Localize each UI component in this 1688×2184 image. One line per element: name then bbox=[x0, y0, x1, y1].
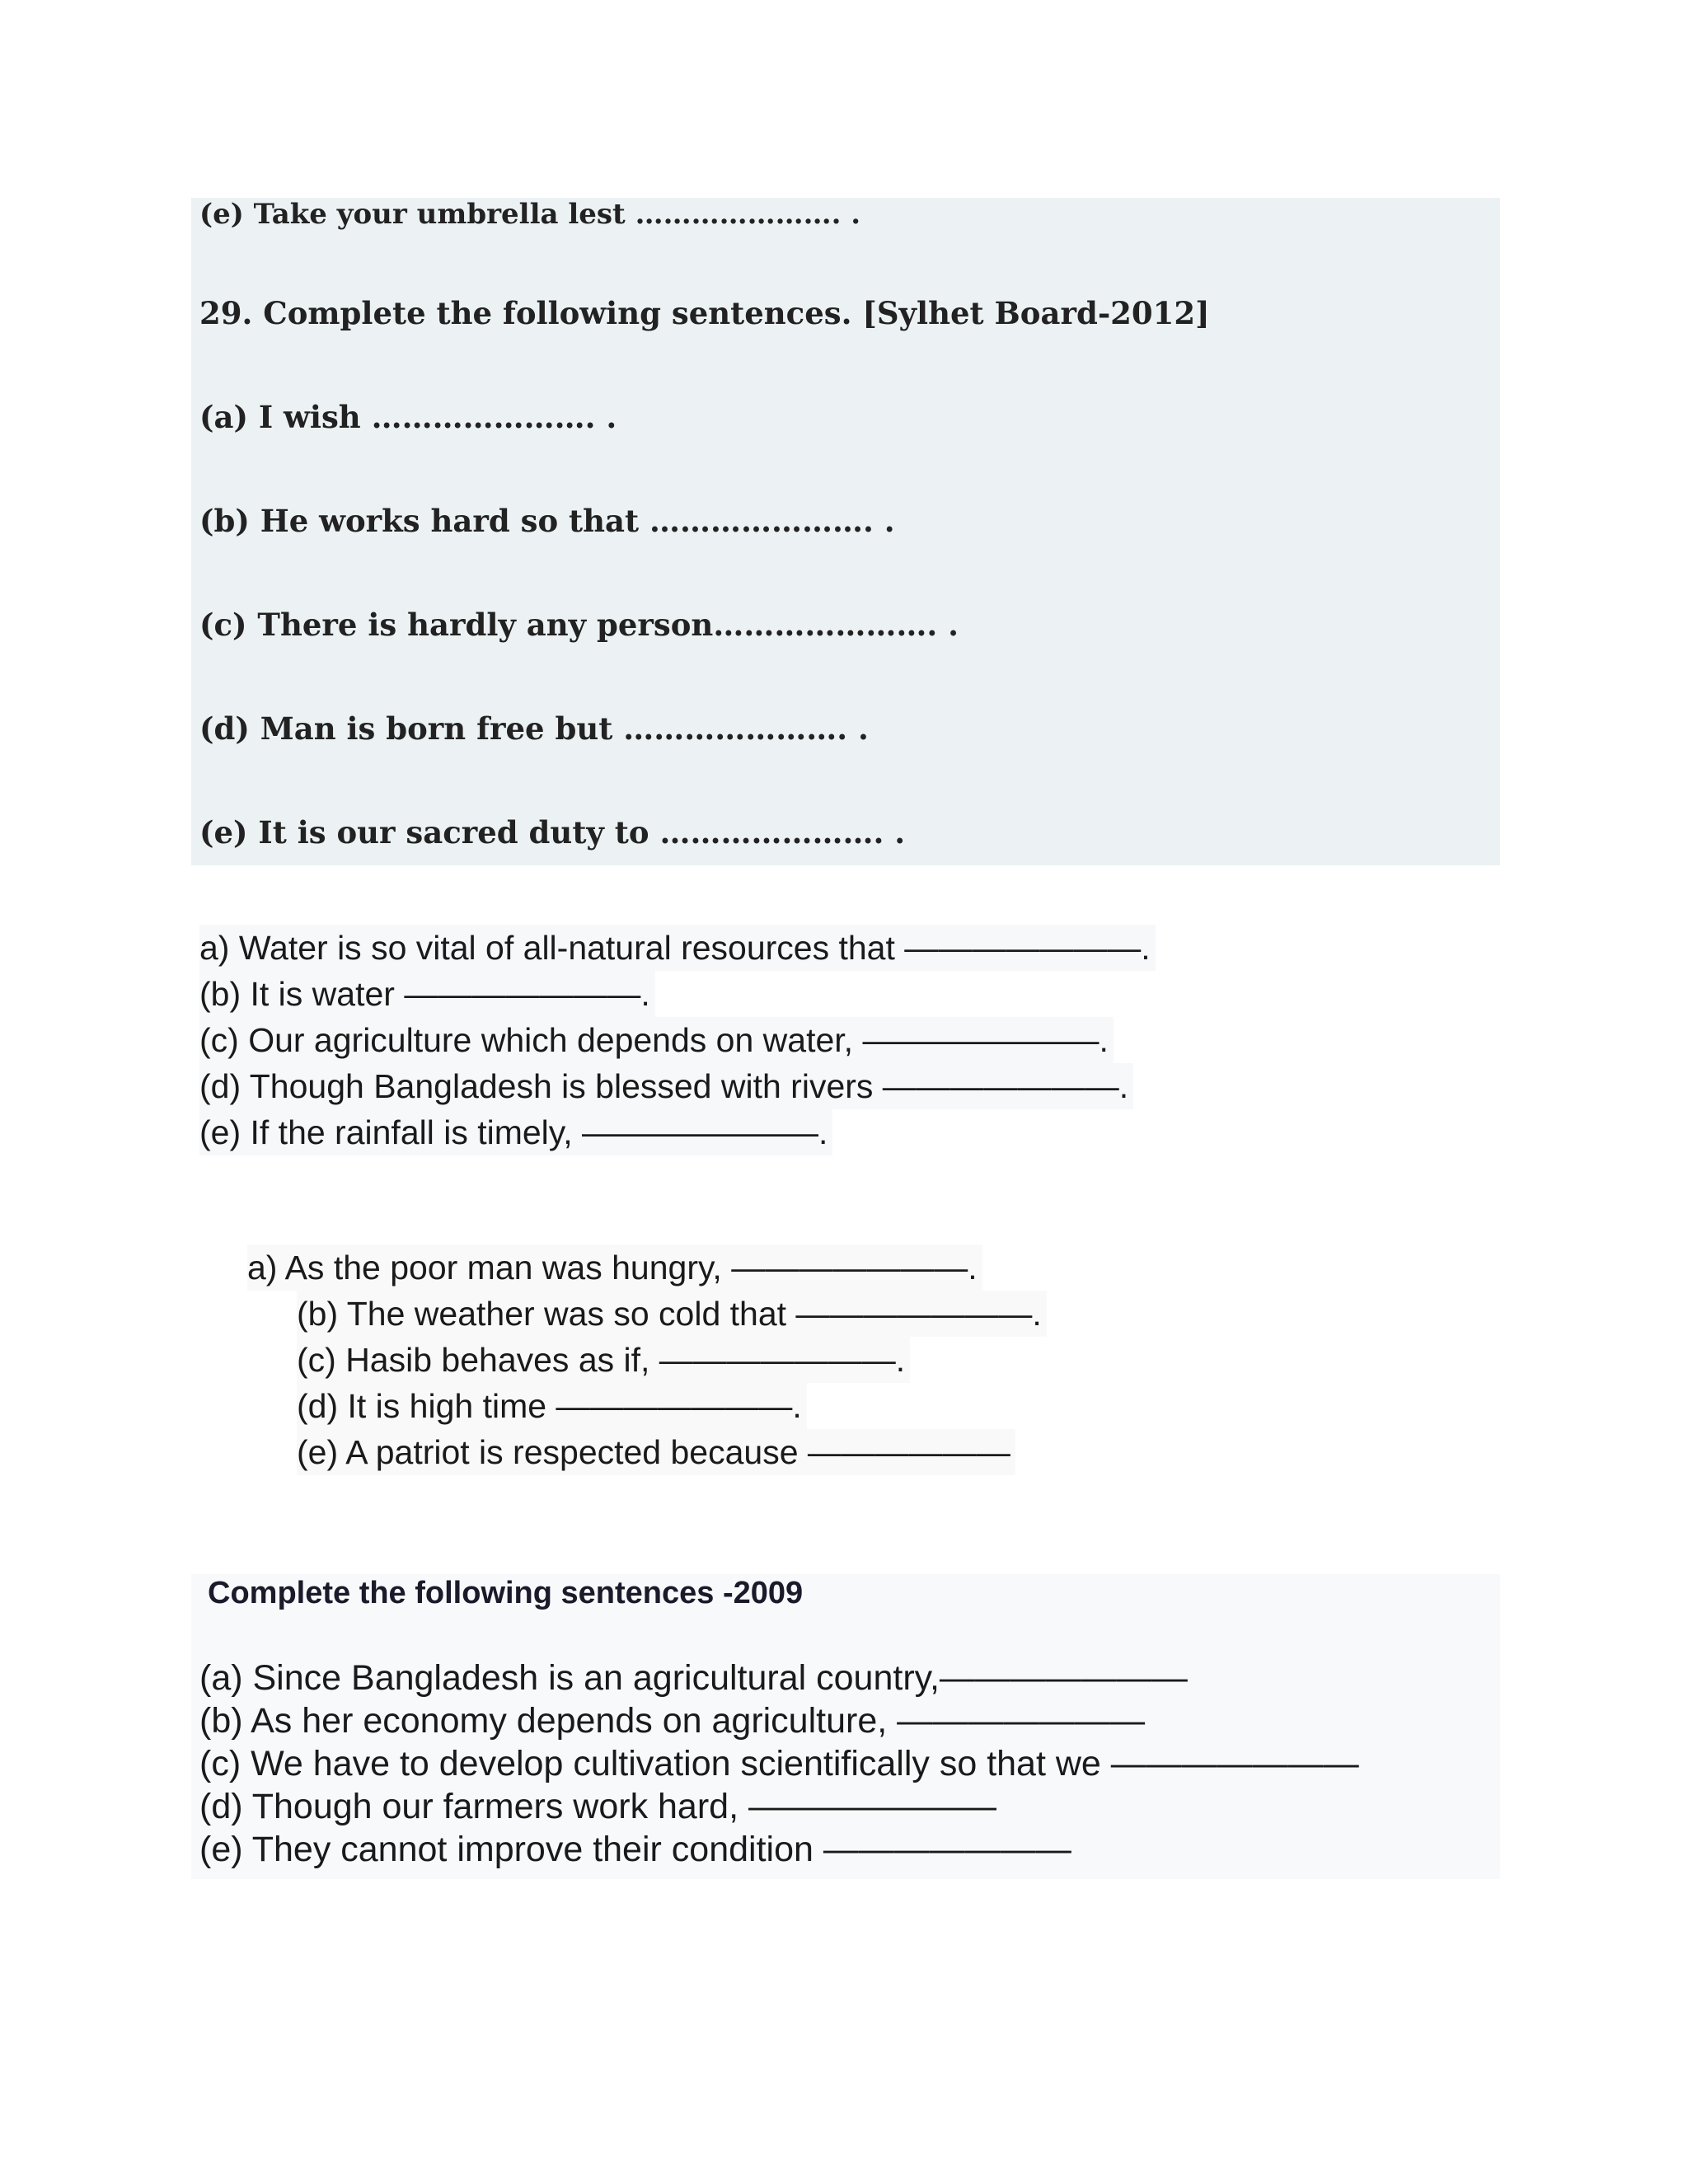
exercise-line: (c) Our agriculture which depends on water, ———————. bbox=[199, 1017, 1114, 1063]
exercise-line: (a) Since Bangladesh is an agricultural country,——————— bbox=[199, 1658, 1188, 1698]
exercise-line: a) Water is so vital of all-natural resources that ———————. bbox=[199, 925, 1156, 971]
exercise-line: (e) If the rainfall is timely, ———————. bbox=[199, 1109, 832, 1155]
exercise-line: (e) They cannot improve their condition ——————— bbox=[199, 1830, 1071, 1869]
exercise-line: (b) It is water ———————. bbox=[199, 971, 655, 1017]
exercise-block-serif bbox=[191, 198, 1500, 865]
section-heading: Complete the following sentences -2009 bbox=[208, 1576, 804, 1610]
exercise-line: (e) A patriot is respected because —————— bbox=[297, 1429, 1015, 1475]
exercise-line: (b) He works hard so that …………………. . bbox=[199, 503, 895, 539]
exercise-line: (b) As her economy depends on agriculture, ——————— bbox=[199, 1701, 1146, 1741]
exercise-line: (e) It is our sacred duty to …………………. . bbox=[199, 814, 906, 851]
exercise-block-water bbox=[191, 925, 1213, 1162]
exercise-line: (d) Man is born free but …………………. . bbox=[199, 710, 869, 747]
exercise-line: (c) We have to develop cultivation scientifically so that we ——————— bbox=[199, 1744, 1359, 1783]
exercise-line: (d) It is high time ———————. bbox=[297, 1383, 807, 1429]
exercise-line: (b) The weather was so cold that ———————. bbox=[297, 1291, 1047, 1337]
exercise-line: (c) Hasib behaves as if, ———————. bbox=[297, 1337, 910, 1383]
exercise-block-2009 bbox=[191, 1574, 1500, 1879]
exercise-line: (c) There is hardly any person…………………. . bbox=[199, 607, 959, 643]
exercise-block-indented bbox=[191, 1244, 1098, 1492]
exercise-line: (e) Take your umbrella lest …………………. . bbox=[199, 198, 861, 231]
exercise-line: a) As the poor man was hungry, ———————. bbox=[247, 1244, 982, 1291]
exercise-line: (d) Though Bangladesh is blessed with rivers ———————. bbox=[199, 1063, 1133, 1109]
section-heading: 29. Complete the following sentences. [Sylhet Board-2012] bbox=[199, 295, 1210, 331]
exercise-line: (a) I wish …………………. . bbox=[199, 399, 617, 435]
exercise-line: (d) Though our farmers work hard, ——————— bbox=[199, 1787, 996, 1826]
